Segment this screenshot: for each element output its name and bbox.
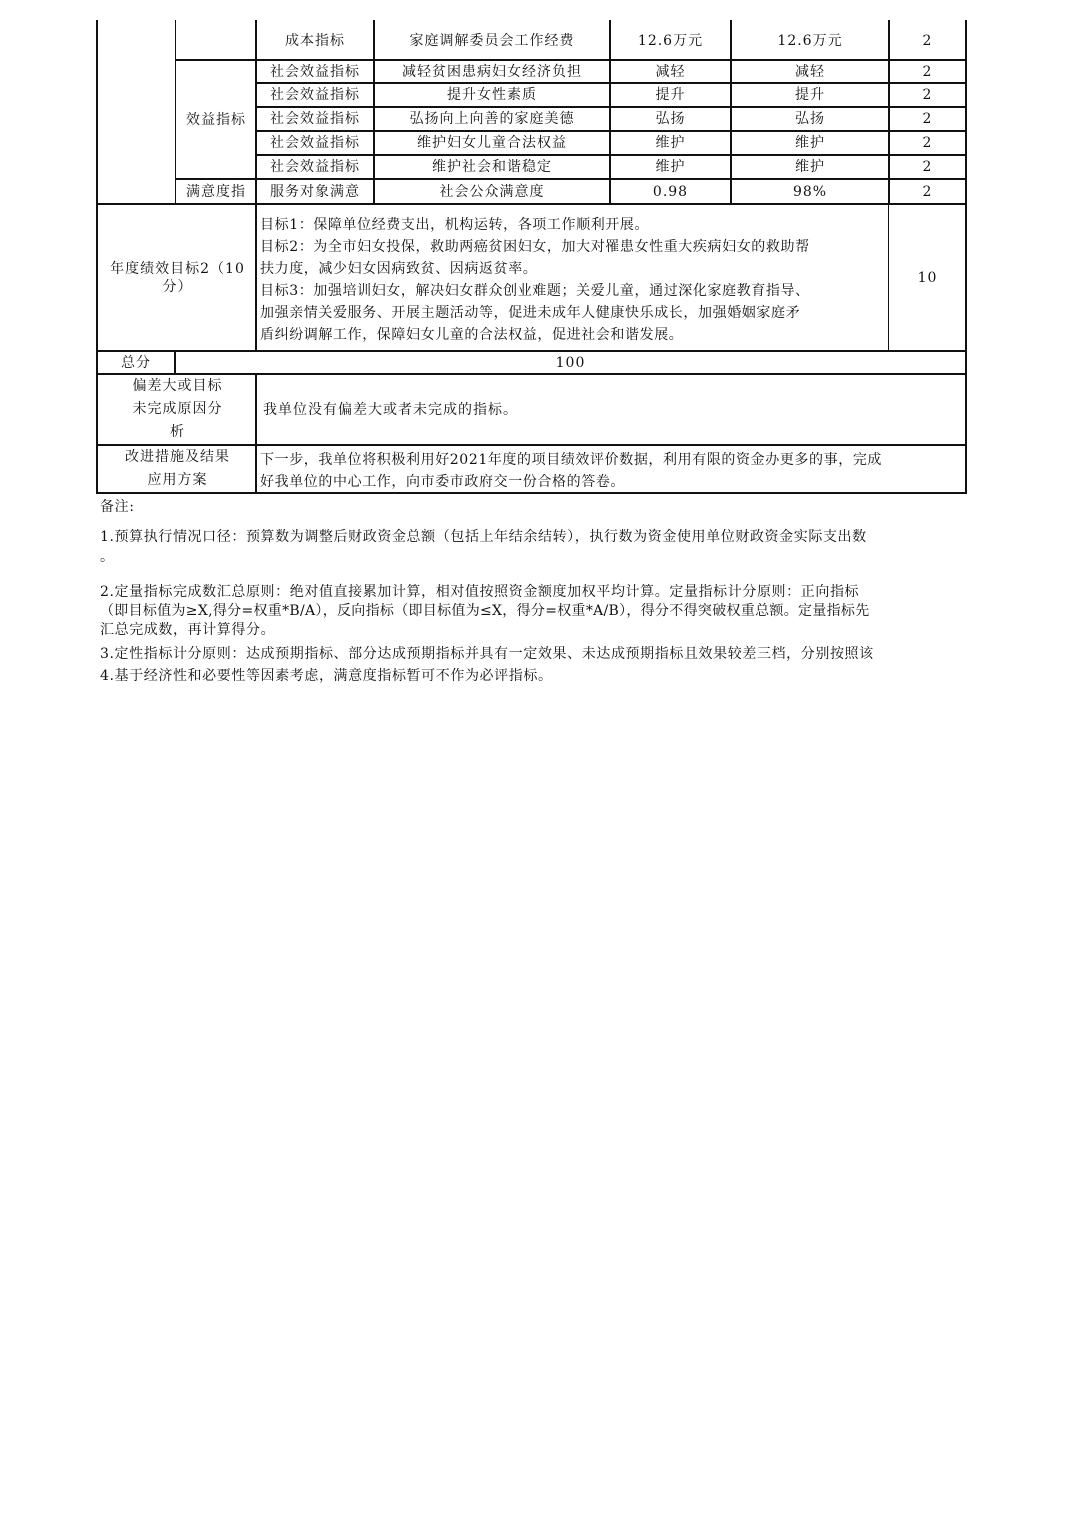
improvement-line: 好我单位的中心工作，向市委市政府交一份合格的答卷。 bbox=[260, 474, 625, 490]
note-2-cont: （即目标值为≥X,得分=权重*B/A），反向指标（即目标值为≤X，得分=权重*A/B），得分不得突破权重总额。定量指标先 bbox=[100, 603, 870, 619]
goal-line: 目标2：为全市妇女投保，救助两癌贫困妇女，加大对罹患女性重大疾病妇女的救助帮 bbox=[260, 239, 810, 255]
indicator-name: 社会公众满意度 bbox=[439, 183, 545, 200]
goal-line: 扶力度，减少妇女因病致贫、因病返贫率。 bbox=[260, 261, 538, 277]
actual-value: 12.6万元 bbox=[777, 32, 843, 49]
note-3: 3.定性指标计分原则：达成预期指标、部分达成预期指标并具有一定效果、未达成预期指标且效果较差三档，分别按照该 bbox=[100, 646, 874, 662]
level3-category: 社会效益指标 bbox=[270, 111, 360, 127]
target-value: 0.98 bbox=[652, 183, 689, 200]
actual-value: 弘扬 bbox=[795, 111, 825, 127]
indicator-name: 维护妇女儿童合法权益 bbox=[417, 135, 567, 151]
note-4: 4.基于经济性和必要性等因素考虑，满意度指标暂可不作为必评指标。 bbox=[100, 668, 553, 684]
level3-category: 成本指标 bbox=[285, 32, 345, 49]
goal-line: 盾纠纷调解工作，保障妇女儿童的合法权益，促进社会和谐发展。 bbox=[260, 327, 684, 343]
target-value: 维护 bbox=[655, 159, 686, 175]
deviation-label: 偏差大或目标未完成原因分析 bbox=[132, 378, 223, 440]
note-1: 1.预算执行情况口径：预算数为调整后财政资金总额（包括上年结余结转），执行数为资金使用单位财政资金实际支出数 bbox=[100, 529, 867, 545]
actual-value: 维护 bbox=[795, 135, 825, 151]
target-value: 减轻 bbox=[655, 63, 686, 80]
goal-line: 目标3：加强培训妇女，解决妇女群众创业难题；关爱儿童，通过深化家庭教育指导、 bbox=[260, 283, 810, 299]
improvement-label: 改进措施及结果应用方案 bbox=[125, 449, 230, 488]
annual-goal-text bbox=[260, 214, 886, 346]
actual-value: 98% bbox=[792, 183, 828, 200]
improvement-text bbox=[260, 449, 965, 493]
indicator-name: 减轻贫困患病妇女经济负担 bbox=[402, 63, 582, 80]
satisfaction-indicator-label: 满意度指 bbox=[186, 183, 246, 200]
indicator-name: 提升女性素质 bbox=[447, 87, 537, 103]
deviation-text: 我单位没有偏差大或者未完成的指标。 bbox=[263, 401, 518, 418]
actual-value: 减轻 bbox=[795, 63, 825, 80]
note-2: 2.定量指标完成数汇总原则：绝对值直接累加计算，相对值按照资金额度加权平均计算。定量指标计分原则：正向指标 bbox=[100, 584, 860, 600]
annual-goal-score: 10 bbox=[917, 269, 938, 286]
indicator-name: 家庭调解委员会工作经费 bbox=[409, 32, 575, 49]
notes-heading: 备注: bbox=[100, 499, 135, 515]
total-value: 100 bbox=[555, 354, 586, 371]
note-2-cont: 汇总完成数，再计算得分。 bbox=[100, 622, 276, 638]
weight-value: 2 bbox=[922, 111, 933, 127]
weight-value: 2 bbox=[922, 63, 933, 80]
weight-value: 2 bbox=[922, 159, 933, 175]
weight-value: 2 bbox=[922, 135, 933, 151]
target-value: 12.6万元 bbox=[637, 32, 704, 49]
level3-category: 社会效益指标 bbox=[270, 159, 360, 175]
goal-line: 加强亲情关爱服务、开展主题活动等，促进未成年人健康快乐成长，加强婚姻家庭矛 bbox=[260, 305, 801, 321]
indicator-name: 弘扬向上向善的家庭美德 bbox=[409, 111, 575, 127]
target-value: 弘扬 bbox=[655, 111, 686, 127]
actual-value: 提升 bbox=[795, 87, 825, 103]
weight-value: 2 bbox=[922, 32, 933, 49]
level3-category: 社会效益指标 bbox=[270, 87, 360, 103]
goal-line: 目标1：保障单位经费支出，机构运转，各项工作顺利开展。 bbox=[260, 217, 650, 233]
level3-category: 社会效益指标 bbox=[270, 135, 360, 151]
weight-value: 2 bbox=[922, 183, 933, 200]
weight-value: 2 bbox=[922, 87, 933, 103]
level3-category: 服务对象满意 bbox=[270, 183, 360, 200]
indicator-name: 维护社会和谐稳定 bbox=[432, 159, 552, 175]
target-value: 维护 bbox=[655, 135, 686, 151]
benefit-indicator-label: 效益指标 bbox=[186, 111, 246, 128]
note-1-cont: 。 bbox=[100, 549, 115, 565]
annual-goal-label: 年度绩效目标2（10分） bbox=[110, 260, 245, 295]
actual-value: 维护 bbox=[795, 159, 825, 175]
total-label: 总分 bbox=[121, 354, 151, 371]
level3-category: 社会效益指标 bbox=[270, 63, 360, 80]
improvement-line: 下一步，我单位将积极利用好2021年度的项目绩效评价数据，利用有限的资金办更多的事，完成 bbox=[260, 452, 883, 468]
target-value: 提升 bbox=[655, 87, 686, 103]
